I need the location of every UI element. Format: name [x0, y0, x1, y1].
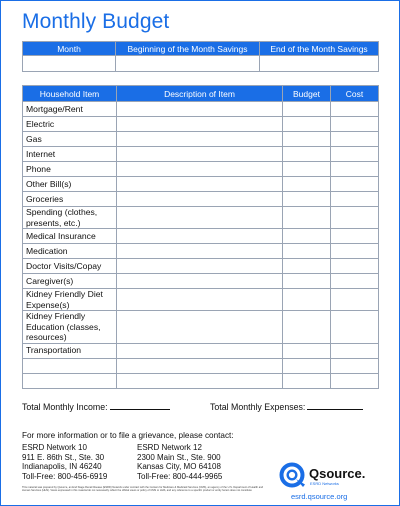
description-cell[interactable]	[117, 343, 283, 358]
budget-row	[23, 274, 379, 289]
household-item-cell: Internet	[23, 147, 117, 162]
budget-row	[23, 229, 379, 244]
budget-row	[23, 207, 379, 229]
budget-row	[23, 259, 379, 274]
total-expenses-label: Total Monthly Expenses:	[210, 402, 306, 412]
description-cell[interactable]	[117, 358, 283, 373]
budget-cell[interactable]	[283, 207, 331, 229]
month-savings-table	[22, 41, 379, 72]
description-cell[interactable]	[117, 373, 283, 388]
logo-tagline: ESRD Networks	[310, 481, 339, 486]
cost-cell[interactable]	[331, 244, 379, 259]
budget-cell[interactable]	[283, 229, 331, 244]
network12-address	[137, 443, 222, 482]
budget-row	[23, 102, 379, 117]
household-item-cell: Groceries	[23, 192, 117, 207]
description-cell[interactable]	[117, 311, 283, 344]
website-link[interactable]: esrd.qsource.org	[291, 492, 348, 501]
col-month: Month	[23, 42, 116, 56]
description-cell[interactable]	[117, 259, 283, 274]
cost-cell[interactable]	[331, 274, 379, 289]
household-item-cell: Caregiver(s)	[23, 274, 117, 289]
cost-cell[interactable]	[331, 229, 379, 244]
month-field[interactable]	[23, 56, 116, 72]
budget-row	[23, 311, 379, 344]
cost-cell[interactable]	[331, 102, 379, 117]
household-item-cell: Mortgage/Rent	[23, 102, 117, 117]
budget-cell[interactable]	[283, 343, 331, 358]
cost-cell[interactable]	[331, 259, 379, 274]
household-item-cell: Transportation	[23, 343, 117, 358]
household-item-cell: Doctor Visits/Copay	[23, 259, 117, 274]
col-budget: Budget	[283, 86, 331, 102]
col-beginning-savings: Beginning of the Month Savings	[116, 42, 260, 56]
cost-cell[interactable]	[331, 311, 379, 344]
household-item-cell	[23, 373, 117, 388]
description-cell[interactable]	[117, 192, 283, 207]
budget-row	[23, 132, 379, 147]
description-cell[interactable]	[117, 177, 283, 192]
network12-street: 2300 Main St., Ste. 900	[137, 452, 221, 462]
household-item-cell	[23, 358, 117, 373]
col-description: Description of Item	[117, 86, 283, 102]
cost-cell[interactable]	[331, 343, 379, 358]
total-income	[22, 400, 170, 412]
household-item-cell: Kidney Friendly Education (classes, resources)	[23, 311, 117, 344]
budget-cell[interactable]	[283, 289, 331, 311]
budget-cell[interactable]	[283, 373, 331, 388]
cost-cell[interactable]	[331, 358, 379, 373]
cost-cell[interactable]	[331, 289, 379, 311]
budget-row	[23, 147, 379, 162]
description-cell[interactable]	[117, 147, 283, 162]
budget-row	[23, 343, 379, 358]
household-item-cell: Phone	[23, 162, 117, 177]
household-item-cell: Electric	[23, 117, 117, 132]
household-item-cell: Medical Insurance	[23, 229, 117, 244]
total-expenses-field[interactable]	[307, 400, 363, 410]
budget-row	[23, 373, 379, 388]
total-income-field[interactable]	[110, 400, 170, 410]
col-end-savings: End of the Month Savings	[260, 42, 379, 56]
col-household-item: Household Item	[23, 86, 117, 102]
budget-cell[interactable]	[283, 311, 331, 344]
cost-cell[interactable]	[331, 207, 379, 229]
description-cell[interactable]	[117, 274, 283, 289]
budget-table	[22, 85, 379, 389]
household-item-cell: Kidney Friendly Diet Expense(s)	[23, 289, 117, 311]
budget-cell[interactable]	[283, 274, 331, 289]
budget-row	[23, 289, 379, 311]
qsource-logo	[279, 461, 381, 503]
network12-city: Kansas City, MO 64108	[137, 462, 221, 472]
budget-cell[interactable]	[283, 244, 331, 259]
description-cell[interactable]	[117, 117, 283, 132]
budget-cell[interactable]	[283, 162, 331, 177]
network10-city: Indianapolis, IN 46240	[22, 462, 102, 472]
budget-cell[interactable]	[283, 102, 331, 117]
page-title: Monthly Budget	[22, 10, 170, 33]
household-item-cell: Other Bill(s)	[23, 177, 117, 192]
month-savings-entry-row	[23, 56, 379, 72]
network10-address	[22, 443, 107, 482]
household-item-cell: Gas	[23, 132, 117, 147]
network12-name: ESRD Network 12	[137, 443, 202, 452]
cost-cell[interactable]	[331, 117, 379, 132]
budget-cell[interactable]	[283, 177, 331, 192]
budget-cell[interactable]	[283, 192, 331, 207]
network12-phone: Toll-Free: 800-444-9965	[137, 472, 223, 482]
budget-row	[23, 117, 379, 132]
month-savings-header-row	[23, 42, 379, 56]
description-cell[interactable]	[117, 132, 283, 147]
budget-row	[23, 244, 379, 259]
total-income-label: Total Monthly Income:	[22, 402, 108, 412]
cost-cell[interactable]	[331, 132, 379, 147]
network10-name: ESRD Network 10	[22, 443, 87, 452]
beginning-savings-field[interactable]	[116, 56, 260, 72]
description-cell[interactable]	[117, 289, 283, 311]
description-cell[interactable]	[117, 229, 283, 244]
budget-row	[23, 177, 379, 192]
col-cost: Cost	[331, 86, 379, 102]
total-expenses	[210, 400, 363, 412]
budget-row	[23, 192, 379, 207]
budget-row	[23, 358, 379, 373]
budget-cell[interactable]	[283, 259, 331, 274]
description-cell[interactable]	[117, 102, 283, 117]
budget-cell[interactable]	[283, 147, 331, 162]
cost-cell[interactable]	[331, 192, 379, 207]
budget-row	[23, 162, 379, 177]
end-savings-field[interactable]	[260, 56, 379, 72]
description-cell[interactable]	[117, 207, 283, 229]
cost-cell[interactable]	[331, 373, 379, 388]
contact-heading: For more information or to file a grievance, please contact:	[22, 431, 234, 440]
budget-cell[interactable]	[283, 117, 331, 132]
cost-cell[interactable]	[331, 177, 379, 192]
logo-wordmark: Qsource.	[309, 466, 366, 481]
network10-phone: Toll-Free: 800-456-6919	[22, 472, 108, 482]
disclaimer-text: This material was prepared by Qsource, an End Stage Renal Disease (ESRD) Network under contract with the Centers for Medicare & Medicaid Services (CMS), an agency of the U.S. Department of Health and Human Services (HHS). Views expressed in this material do not necessarily reflect the official views or policy of CMS or HHS, and any reference to a specific product or entity herein does not constitute	[22, 486, 264, 493]
budget-cell[interactable]	[283, 358, 331, 373]
description-cell[interactable]	[117, 244, 283, 259]
household-item-cell: Spending (clothes, presents, etc.)	[23, 207, 117, 229]
cost-cell[interactable]	[331, 147, 379, 162]
qsource-q-icon	[279, 461, 307, 491]
household-item-cell: Medication	[23, 244, 117, 259]
cost-cell[interactable]	[331, 162, 379, 177]
budget-cell[interactable]	[283, 132, 331, 147]
description-cell[interactable]	[117, 162, 283, 177]
network10-street: 911 E. 86th St., Ste. 30	[22, 452, 105, 462]
budget-header-row	[23, 86, 379, 102]
